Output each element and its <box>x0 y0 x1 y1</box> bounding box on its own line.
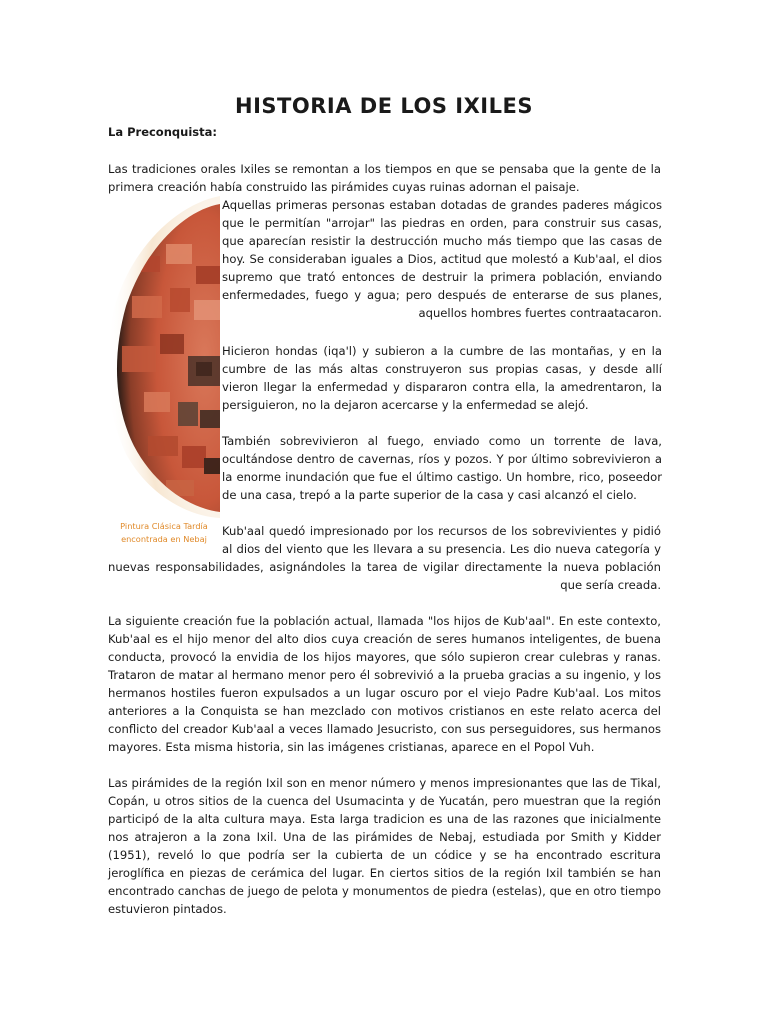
paragraph-fire-flood: También sobrevivieron al fuego, enviado como un torrente de lava, ocultándose dentro de cavernas, ríos y pozos. Y por último sobrevivieron a la enorme inundación que fue el último castigo. Un hombre, rico, poseedor de una casa, trepó a la parte superior de la casa y casi alcanzó el cielo. <box>222 434 662 502</box>
mural-image <box>108 196 220 518</box>
paragraph-intro: Las tradiciones orales Ixiles se remontan a los tiempos en que se pensaba que la gente de la primera creación había construido las pirámides cuyas ruinas adornan el paisaje. <box>108 162 661 194</box>
paragraph-second-creation: La siguiente creación fue la población actual, llamada "los hijos de Kub'aal". En este contexto, Kub'aal es el hijo menor del alto dios cuya creación de seres humanos inteligentes, de buena conducta, provocó la envidia de los hijos mayores, que sólo supieron crear culebras y ranas. Trataron de matar al hermano menor pero él sobrevivió a la prueba gracias a su ingenio, y los hermanos hostiles fueron expulsados a un lugar oscuro por el viejo Padre Kub'aal. Los mitos anteriores a la Conquista se han mezclado con motivos cristianos en este relato acerca del conflicto del creador Kub'aal a veces llamado Jesucristo, con sus perseguidores, sus hermanos mayores. Esta misma historia, sin las imágenes cristianas, aparece en el Popol Vuh. <box>108 614 661 754</box>
section-heading: La Preconquista: <box>108 125 217 139</box>
paragraph-first-people: Aquellas primeras personas estaban dotadas de grandes paderes mágicos que le permitían "arrojar" las piedras en orden, para construir sus casas, que aparecían resistir la destrucción mucho más tiempo que las casas de hoy. Se consideraban iguales a Dios, actitud que molestó a Kub'aal, el dios supremo que trató entonces de destruir la primera población, enviando enfermedades, fuego y agua; pero después de enterarse de sus planes, aquellos hombres fuertes contraatacaron. <box>222 198 662 320</box>
figure-wrap-spacer <box>108 522 222 558</box>
mural-painting-icon <box>108 196 220 518</box>
paragraph-slings: Hicieron hondas (iqa'l) y subieron a la cumbre de las montañas, y en la cumbre de las más altas construyeron sus propias casas, y desde allí vieron llegar la enfermedad y dispararon contra ella, la amedrentaron, la persiguieron, no la dejaron acercarse y la enfermedad se alejó. <box>222 344 662 412</box>
paragraph-kubaal-impressed <box>108 522 661 594</box>
paragraph-kubaal-text: Kub'aal quedó impresionado por los recursos de los sobrevivientes y pidió al dios del viento que les llevara a su presencia. Les dio nueva categoría y nuevas responsabilidades, asignándoles la tarea de vigilar directamente la nueva población que sería creada. <box>108 524 661 592</box>
caption-line-1: Pintura Clásica Tardía <box>120 521 208 531</box>
caption-line-2: encontrada en Nebaj <box>121 534 207 544</box>
paragraph-pyramids: Las pirámides de la región Ixil son en menor número y menos impresionantes que las de Tikal, Copán, u otros sitios de la cuenca del Usumacinta y de Yucatán, pero muestran que la región participó de la alta cultura maya. Esta larga tradicion es una de las razones que inicialmente nos atrajeron a la zona Ixil. Una de las pirámides de Nebaj, estudiada por Smith y Kidder (1951), reveló lo que podría ser la cubierta de un códice y se ha encontrado escritura jeroglífica en piezas de cerámica del lugar. En ciertos sitios de la región Ixil también se han encontrado canchas de juego de pelota y monumentos de piedra (estelas), que en otro tiempo estuvieron pintados. <box>108 776 661 916</box>
page-title: HISTORIA DE LOS IXILES <box>235 94 533 118</box>
